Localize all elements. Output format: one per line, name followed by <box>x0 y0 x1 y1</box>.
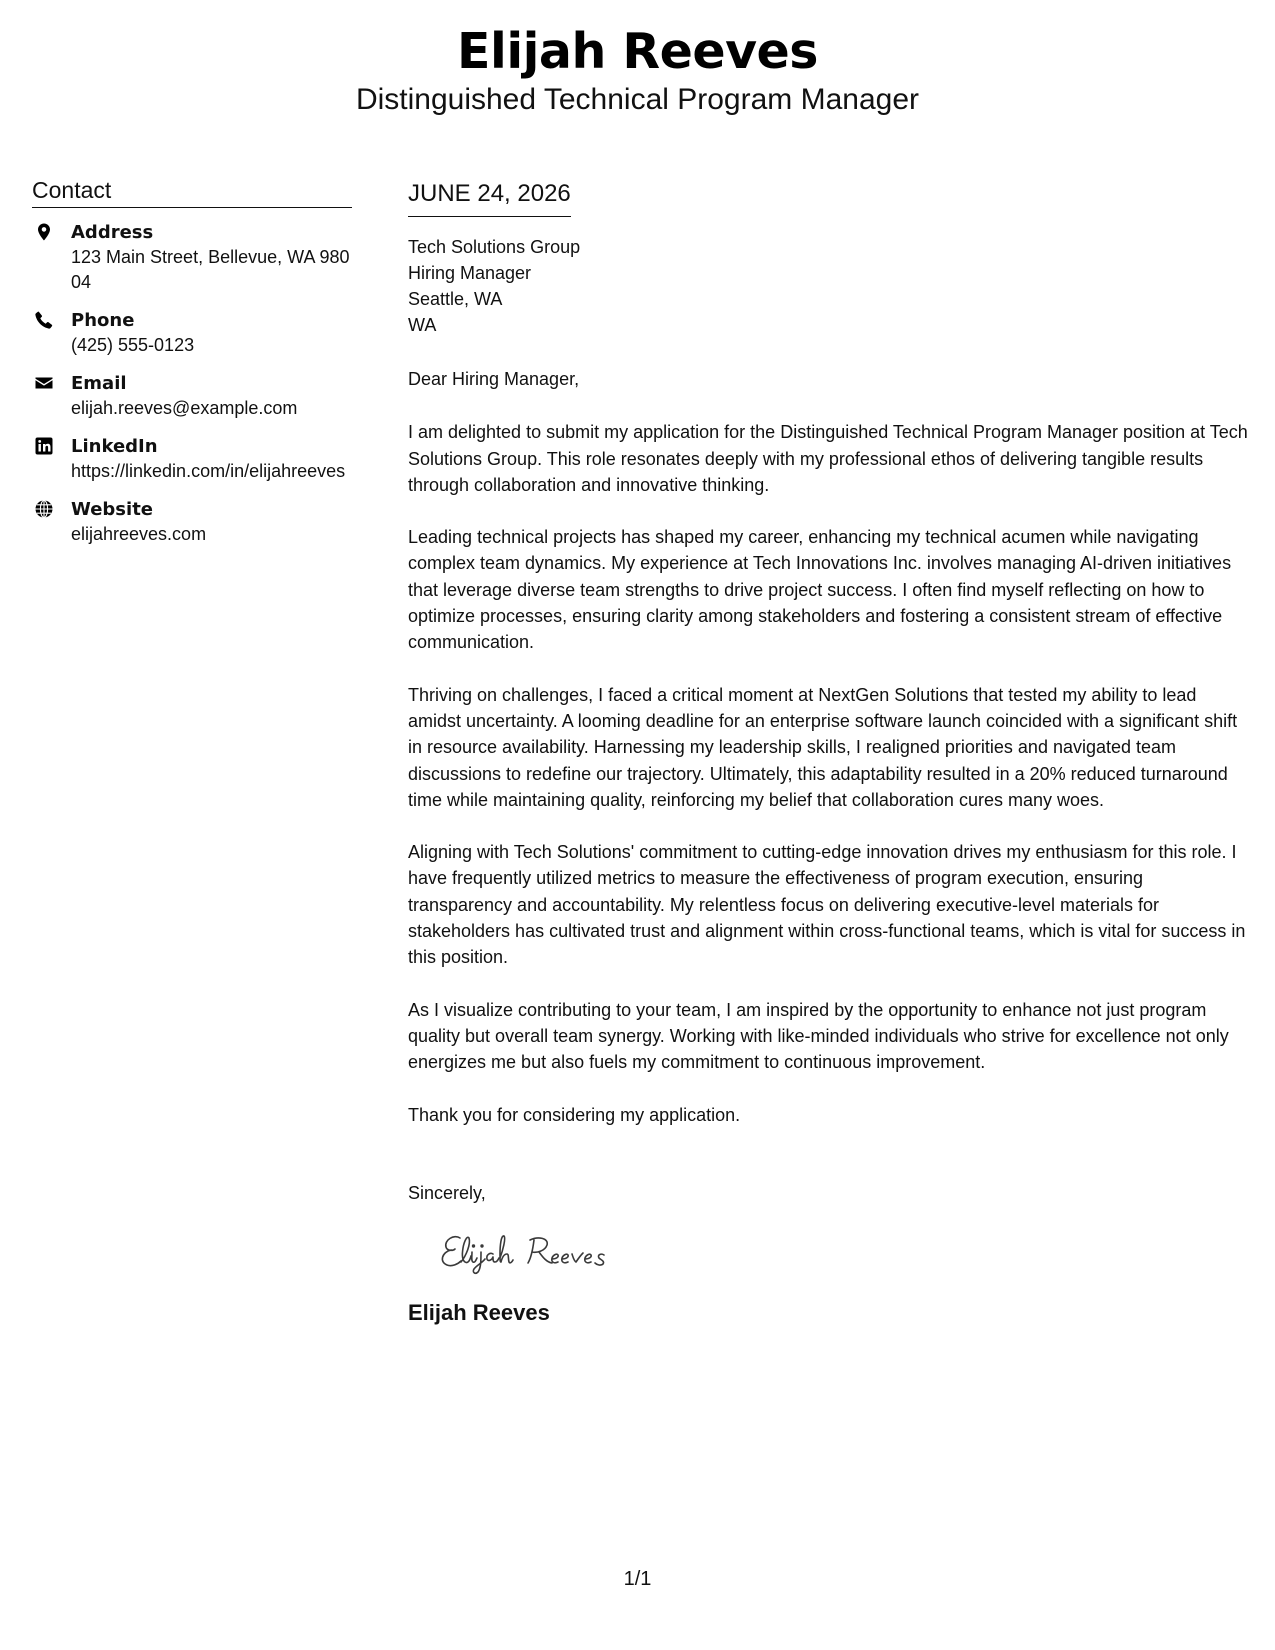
contact-item-linkedin <box>32 435 352 484</box>
letter-paragraph: As I visualize contributing to your team, I am inspired by the opportunity to enhance not just program quality but overall team synergy. Working with like-minded individuals who strive for excellence not only energizes me but also fuels my commitment to continuous improvement. <box>408 999 1229 1073</box>
recipient-city: Seattle, WA <box>408 289 503 309</box>
letter-paragraph: Leading technical projects has shaped my career, enhancing my technical acumen while navigating complex team dynamics. My experience at Tech Innovations Inc. involves managing AI-driven initiatives that leverage diverse team strengths to drive project success. I often find myself reflecting on how to optimize processes, ensuring clarity among stakeholders and fostering a consistent stream of effective communication. <box>408 527 1232 653</box>
email-value: elijah.reeves@example.com <box>71 398 298 418</box>
address-value: 123 Main Street, Bellevue, WA 98004 <box>71 247 350 292</box>
recipient-company: Tech Solutions Group <box>408 237 581 257</box>
contact-item-email <box>32 372 352 421</box>
phone-icon <box>34 310 54 330</box>
recipient-block <box>408 234 1250 338</box>
closing-line: Sincerely, <box>408 1182 486 1203</box>
linkedin-value[interactable]: https://linkedin.com/in/elijahreeves <box>71 461 346 481</box>
globe-icon <box>34 499 54 519</box>
address-label: Address <box>71 222 154 243</box>
recipient-role: Hiring Manager <box>408 263 532 283</box>
contact-sidebar <box>32 176 352 561</box>
contact-item-website <box>32 498 352 547</box>
letter-paragraph: I am delighted to submit my application for the Distinguished Technical Program Manager position at Tech Solutions Group. This role resonates deeply with my professional ethos of delivering tangible results through collaboration and innovative thinking. <box>408 422 1248 495</box>
letter-paragraph: Aligning with Tech Solutions' commitment to cutting-edge innovation drives my enthusiasm for this role. I have frequently utilized metrics to measure the effectiveness of program execution, ensuring transparency and accountability. My relentless focus on delivering executive-level materials for stakeholders has cultivated trust and alignment within cross-functional teams, which is vital for success in this position. <box>408 842 1246 968</box>
envelope-icon <box>34 373 54 393</box>
map-pin-icon <box>34 222 54 242</box>
handwritten-signature <box>438 1226 638 1278</box>
phone-value: (425) 555-0123 <box>71 335 195 355</box>
page-number: 1/1 <box>623 1568 652 1590</box>
phone-label: Phone <box>71 310 135 331</box>
salutation: Dear Hiring Manager, <box>408 369 580 389</box>
resume-header <box>0 22 1275 118</box>
letter-date: JUNE 24, 2026 <box>408 178 571 217</box>
cover-letter-body <box>408 178 1250 1328</box>
letter-paragraph: Thriving on challenges, I faced a critical moment at NextGen Solutions that tested my ability to lead amidst uncertainty. A looming deadline for an enterprise software launch coincided with a significant shift in resource availability. Harnessing my leadership skills, I realigned priorities and navigated team discussions to redefine our trajectory. Ultimately, this adaptability resulted in a 20% reduced turnaround time while maintaining quality, reinforcing my belief that collaboration cures many woes. <box>408 684 1238 810</box>
applicant-name: Elijah Reeves <box>457 23 818 80</box>
contact-heading: Contact <box>32 176 352 208</box>
thank-you-line: Thank you for considering my application. <box>408 1104 741 1125</box>
linkedin-icon <box>34 436 54 456</box>
recipient-state: WA <box>408 315 437 335</box>
linkedin-label: LinkedIn <box>71 436 158 457</box>
contact-item-phone <box>32 309 352 358</box>
contact-item-address <box>32 221 352 295</box>
website-label: Website <box>71 499 154 520</box>
signed-name: Elijah Reeves <box>408 1300 550 1326</box>
website-value[interactable]: elijahreeves.com <box>71 524 207 544</box>
applicant-title: Distinguished Technical Program Manager <box>355 83 920 116</box>
email-label: Email <box>71 373 127 394</box>
